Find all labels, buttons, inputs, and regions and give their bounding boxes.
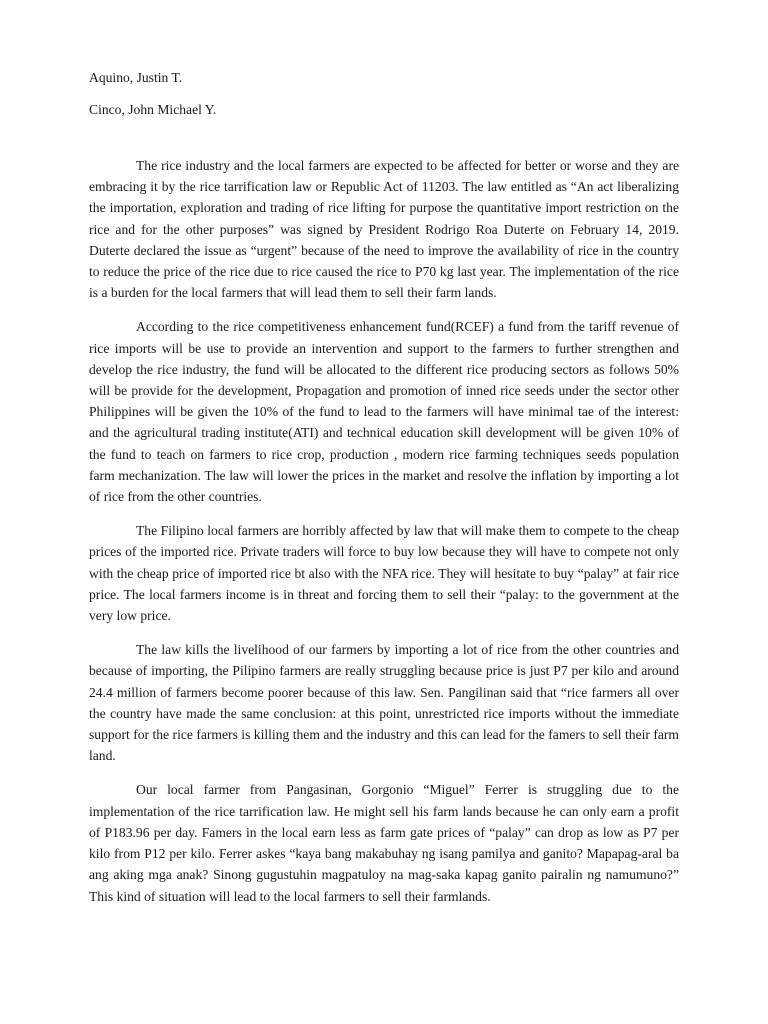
essay-body <box>89 155 679 907</box>
paragraph: The law kills the livelihood of our farmers by importing a lot of rice from the other countries and because of importing, the Pilipino farmers are really struggling because price is just P7 per kilo and around 24.4 million of farmers become poorer because of this law. Sen. Pangilinan said that “rice farmers all over the country have made the same conclusion: at this point, unrestricted rice imports without the immediate support for the rice farmers is killing them and the industry and this can lead for the famers to sell their farm land. <box>89 642 679 764</box>
paragraph: The rice industry and the local farmers are expected to be affected for better or worse and they are embracing it by the rice tarrification law or Republic Act of 11203. The law entitled as “An act liberalizing the importation, exploration and trading of rice lifting for purpose the quantitative import restriction on the rice and for the other purposes” was signed by President Rodrigo Roa Duterte on February 14, 2019. Duterte declared the issue as “urgent” because of the need to improve the availability of rice in the country to reduce the price of the rice due to rice caused the rice to P70 kg last year. The implementation of the rice is a burden for the local farmers that will lead them to sell their farm lands. <box>89 158 679 301</box>
paragraph: The Filipino local farmers are horribly affected by law that will make them to compete to the cheap prices of the imported rice. Private traders will force to buy low because they will have to compete not only with the cheap price of imported rice bt also with the NFA rice. They will hesitate to buy “palay” at fair rice price. The local farmers income is in threat and forcing them to sell their “palay: to the government at the very low price. <box>89 523 679 624</box>
author-name: Aquino, Justin T. <box>89 70 183 85</box>
author-name: Cinco, John Michael Y. <box>89 102 217 117</box>
paragraph: According to the rice competitiveness enhancement fund(RCEF) a fund from the tariff revenue of rice imports will be use to provide an intervention and support to the farmers to further strengthen and develop the rice industry, the fund will be allocated to the different rice producing sectors as follows 50% will be provide for the development, Propagation and promotion of inned rice seeds under the sector other Philippines will be given the 10% of the fund to lead to the farmers will have minimal tae of the interest: and the agricultural trading institute(ATI) and technical education skill development will be given 10% of the fund to teach on farmers to rice crop, production , modern rice farming techniques seeds population farm mechanization. The law will lower the prices in the market and resolve the inflation by importing a lot of rice from the other countries. <box>89 319 679 505</box>
paragraph: Our local farmer from Pangasinan, Gorgonio “Miguel” Ferrer is struggling due to the implementation of the rice tarrification law. He might sell his farm lands because he can only earn a profit of P183.96 per day. Famers in the local earn less as farm gate prices of “palay” can drop as low as P7 per kilo from P12 per kilo. Ferrer askes “kaya bang makabuhay ng isang pamilya and ganito? Mapapag-aral ba ang aking mga anak? Sinong gugustuhin magpatuloy na mag-saka kapag ganito pairalin ng namumuno?” This kind of situation will lead to the local farmers to sell their farmlands. <box>89 782 679 904</box>
